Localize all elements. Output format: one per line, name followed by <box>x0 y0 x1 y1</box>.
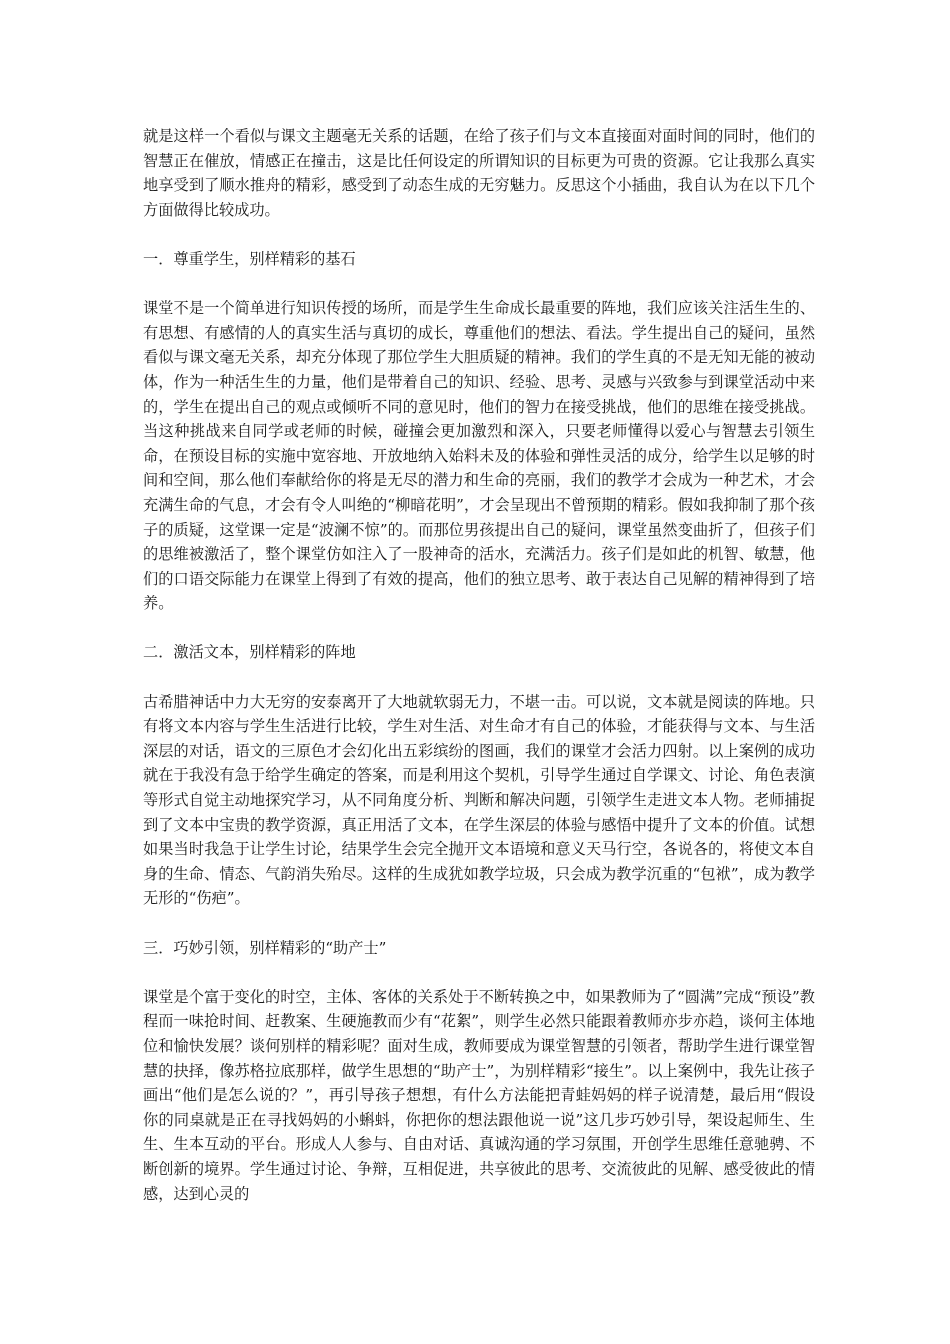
document-page <box>143 124 815 1231</box>
section-2-paragraph: 古希腊神话中力大无穷的安泰离开了大地就软弱无力，不堪一击。可以说，文本就是阅读的阵地。只有将文本内容与学生生活进行比较，学生对生活、对生命才有自己的体验，才能获得与文本、与生活深层的对话，语文的三原色才会幻化出五彩缤纷的图画，我们的课堂才会活力四射。以上案例的成功就在于我没有急于给学生确定的答案，而是利用这个契机，引导学生通过自学课文、讨论、角色表演等形式自觉主动地探究学习，从不同角度分析、判断和解决问题，引领学生走进文本人物。老师捕捉到了文本中宝贵的教学资源，真正用活了文本，在学生深层的体验与感悟中提升了文本的价值。试想如果当时我急于让学生讨论，结果学生会完全抛开文本语境和意义天马行空，各说各的，将使文本自身的生命、情态、气韵消失殆尽。这样的生成犹如教学垃圾，只会成为教学沉重的“包袱”，成为教学无形的“伤疤”。 <box>143 692 815 908</box>
section-1-paragraph: 课堂不是一个简单进行知识传授的场所，而是学生生命成长最重要的阵地，我们应该关注活生生的、有思想、有感情的人的真实生活与真切的成长，尊重他们的想法、看法。学生提出自己的疑问，虽然看似与课文毫无关系，却充分体现了那位学生大胆质疑的精神。我们的学生真的不是无知无能的被动体，作为一种活生生的力量，他们是带着自己的知识、经验、思考、灵感与兴致参与到课堂活动中来的，学生在提出自己的观点或倾听不同的意见时，他们的智力在接受挑战，他们的思维在接受挑战。当这种挑战来自同学或老师的时候，碰撞会更加激烈和深入，只要老师懂得以爱心与智慧去引领生命，在预设目标的实施中宽容地、开放地纳入始料未及的体验和弹性灵活的成分，给学生以足够的时间和空间，那么他们奉献给你的将是无尽的潜力和生命的亮丽，我们的教学才会成为一种艺术，才会充满生命的气息，才会有令人叫绝的“柳暗花明”，才会呈现出不曾预期的精彩。假如我抑制了那个孩子的质疑，这堂课一定是“波澜不惊”的。而那位男孩提出自己的疑问，课堂虽然变曲折了，但孩子们的思维被激活了，整个课堂仿如注入了一股神奇的活水，充满活力。孩子们是如此的机智、敏慧，他们的口语交际能力在课堂上得到了有效的提高，他们的独立思考、敢于表达自己见解的精神得到了培养。 <box>143 299 815 613</box>
section-1-heading: 一．尊重学生，别样精彩的基石 <box>143 249 356 268</box>
section-3-heading: 三．巧妙引领，别样精彩的“助产士” <box>143 938 387 957</box>
section-2-heading: 二．激活文本，别样精彩的阵地 <box>143 643 356 662</box>
intro-paragraph: 就是这样一个看似与课文主题毫无关系的话题，在给了孩子们与文本直接面对面时间的同时，他们的智慧正在催放，情感正在撞击，这是比任何设定的所谓知识的目标更为可贵的资源。它让我那么真实地享受到了顺水推舟的精彩，感受到了动态生成的无穷魅力。反思这个小插曲，我自认为在以下几个方面做得比较成功。 <box>143 127 815 219</box>
section-3-paragraph: 课堂是个富于变化的时空，主体、客体的关系处于不断转换之中，如果教师为了“圆满”完成“预设”教程而一味抢时间、赶教案、生硬施教而少有“花絮”，则学生必然只能跟着教师亦步亦趋，谈何主体地位和愉快发展？谈何别样的精彩呢？面对生成，教师要成为课堂智慧的引领者，帮助学生进行课堂智慧的抉择，像苏格拉底那样，做学生思想的“助产士”，为别样精彩“接生”。以上案例中，我先让孩子画出“他们是怎么说的？”，再引导孩子想想，有什么方法能把青蛙妈妈的样子说清楚，最后用“假设你的同桌就是正在寻找妈妈的小蝌蚪，你把你的想法跟他说一说”这几步巧妙引导，架设起师生、生生、生本互动的平台。形成人人参与、自由对话、真诚沟通的学习氛围，开创学生思维任意驰骋、不断创新的境界。学生通过讨论、争辩，互相促进，共享彼此的思考、交流彼此的见解、感受彼此的情感，达到心灵的 <box>143 987 815 1203</box>
